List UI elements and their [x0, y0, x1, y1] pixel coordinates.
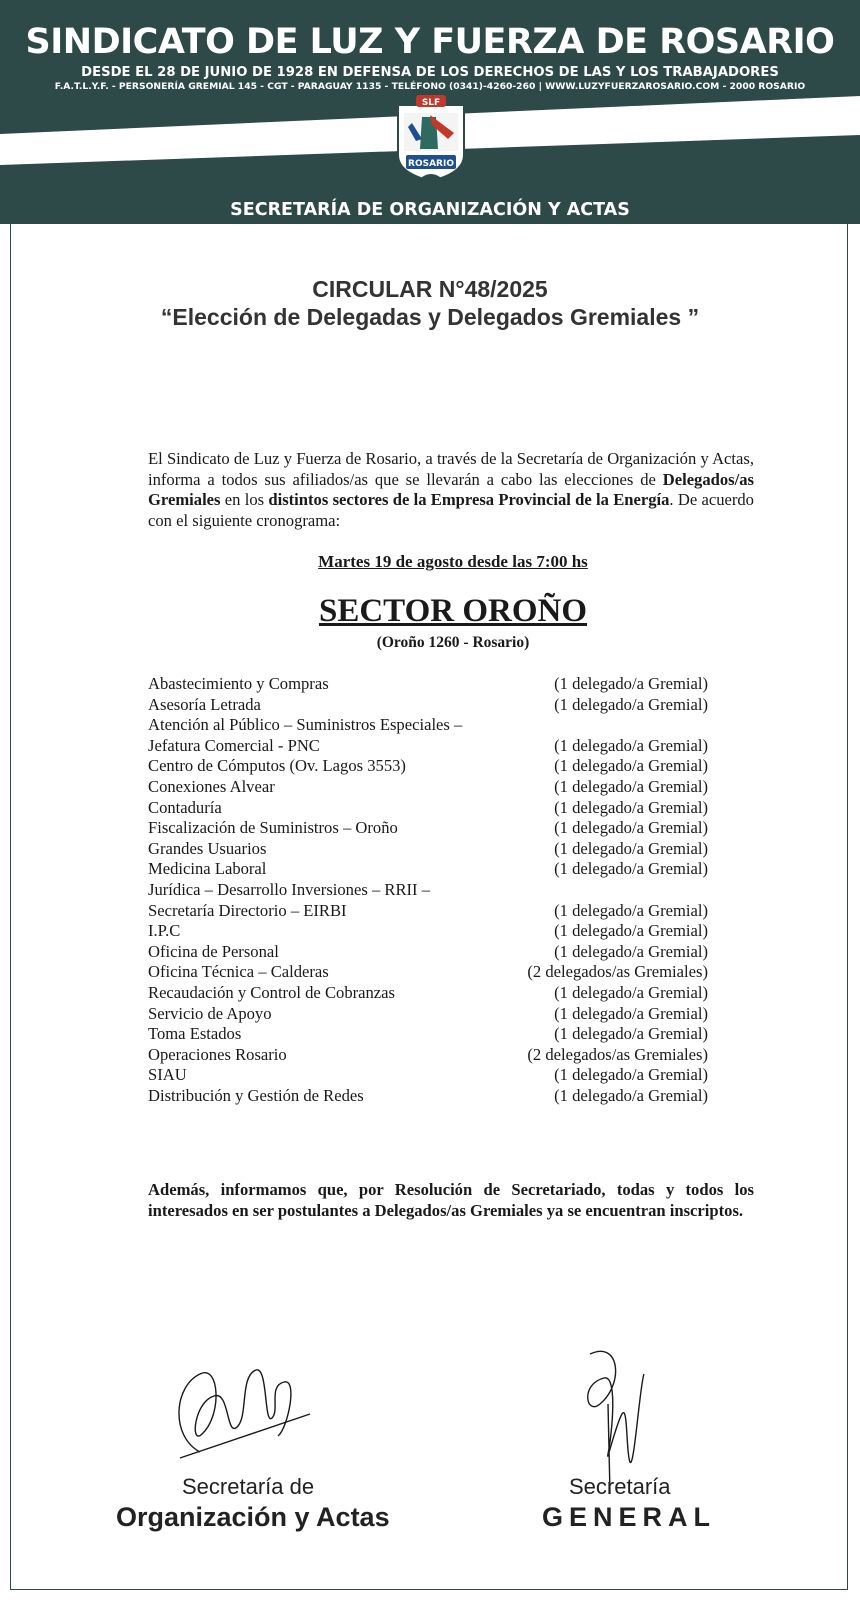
list-item-count: (1 delegado/a Gremial) [554, 900, 708, 920]
list-item [148, 777, 708, 798]
list-item-area: Medicina Laboral [148, 859, 267, 879]
intro-bold-2: distintos sectores de la Empresa Provincial de la Energía [268, 490, 670, 510]
list-item-area: Conexiones Alvear [148, 776, 275, 796]
list-item-count: (1 delegado/a Gremial) [554, 1003, 708, 1023]
secretariat-title: SECRETARÍA DE ORGANIZACIÓN Y ACTAS [230, 200, 630, 220]
list-item [148, 983, 708, 1004]
circular-number: CIRCULAR N°48/2025 [312, 276, 548, 302]
list-item-count: (1 delegado/a Gremial) [554, 859, 708, 879]
intro-paragraph [148, 449, 754, 532]
list-item-count: (1 delegado/a Gremial) [554, 776, 708, 796]
list-item [148, 1086, 708, 1107]
org-contact-line: F.A.T.L.Y.F. - PERSONERÍA GREMIAL 145 - CGT - PARAGUAY 1135 - TELÉFONO (0341)-4260-260 | WWW.LUZYFUERZAROSARIO.COM - 2000 ROSARIO [54, 81, 806, 92]
list-item [148, 756, 708, 777]
list-item-area: Jurídica – Desarrollo Inversiones – RRII – [148, 879, 431, 899]
list-item-area: Grandes Usuarios [148, 838, 267, 858]
list-item [148, 880, 708, 901]
list-item [148, 1065, 708, 1086]
list-item-count: (2 delegados/as Gremiales) [527, 1044, 708, 1064]
svg-text:SLF: SLF [421, 98, 441, 108]
union-logo [392, 93, 470, 193]
list-item-area: Contaduría [148, 797, 222, 817]
signature-left [160, 1356, 320, 1468]
list-item-count: (1 delegado/a Gremial) [554, 735, 708, 755]
election-date: Martes 19 de agosto desde las 7:00 hs [318, 552, 588, 571]
signature-left-line1: Secretaría de [182, 1474, 315, 1499]
list-item-count: (1 delegado/a Gremial) [554, 941, 708, 961]
list-item [148, 839, 708, 860]
list-item-area: Distribución y Gestión de Redes [148, 1085, 364, 1105]
list-item-area: I.P.C [148, 921, 181, 941]
intro-bold-1: Delegados/as Gremiales [148, 469, 754, 510]
list-item [148, 942, 708, 963]
list-item-area: Secretaría Directorio – EIRBI [148, 900, 347, 920]
list-item-area: Servicio de Apoyo [148, 1003, 272, 1023]
list-item-count: (1 delegado/a Gremial) [554, 797, 708, 817]
letterhead [0, 0, 860, 224]
list-item-count: (1 delegado/a Gremial) [554, 1024, 708, 1044]
list-item-area: Asesoría Letrada [148, 694, 261, 714]
list-item-area: Abastecimiento y Compras [148, 674, 329, 693]
signature-right-line2: GENERAL [542, 1502, 717, 1532]
list-item [148, 798, 708, 819]
list-item-count: (1 delegado/a Gremial) [554, 674, 708, 693]
list-item-count: (1 delegado/a Gremial) [554, 838, 708, 858]
sector-title: SECTOR OROÑO [318, 593, 588, 629]
list-item [148, 921, 708, 942]
list-item-count: (1 delegado/a Gremial) [554, 982, 708, 1002]
list-item-count: (1 delegado/a Gremial) [554, 1065, 708, 1085]
svg-text:ROSARIO: ROSARIO [408, 159, 454, 169]
list-item-count: (1 delegado/a Gremial) [554, 921, 708, 941]
list-item-count: (2 delegados/as Gremiales) [527, 962, 708, 982]
list-item [148, 1024, 708, 1045]
list-item [148, 736, 708, 757]
list-item-area: Fiscalización de Suministros – Oroño [148, 818, 398, 838]
signature-left-line2: Organización y Actas [116, 1502, 390, 1532]
intro-text-3: . De acuerdo con el siguiente cronograma: [148, 490, 754, 531]
list-item-area: Oficina de Personal [148, 941, 279, 961]
list-item [148, 715, 708, 736]
signature-right-line1: Secretaría [569, 1474, 671, 1499]
list-item [148, 962, 708, 983]
sector-address: (Oroño 1260 - Rosario) [376, 634, 530, 651]
org-tagline: DESDE EL 28 DE JUNIO DE 1928 EN DEFENSA DE LOS DERECHOS DE LAS Y LOS TRABAJADORES [81, 65, 779, 80]
list-item-area: Oficina Técnica – Calderas [148, 962, 329, 982]
list-item-count: (1 delegado/a Gremial) [554, 756, 708, 776]
org-name: SINDICATO DE LUZ Y FUERZA DE ROSARIO [25, 22, 835, 62]
list-item-count: (1 delegado/a Gremial) [554, 694, 708, 714]
list-item-count: (1 delegado/a Gremial) [554, 1085, 708, 1105]
list-item-area: Recaudación y Control de Cobranzas [148, 982, 395, 1002]
intro-text-1: El Sindicato de Luz y Fuerza de Rosario, a través de la Secretaría de Organización y Actas, informa a todos sus afiliados/as que se llevarán a cabo las elecciones de [148, 449, 754, 489]
list-item-count: (1 delegado/a Gremial) [554, 818, 708, 838]
list-item [148, 674, 708, 695]
list-item-area: Jefatura Comercial - PNC [148, 735, 320, 755]
list-item-area: Operaciones Rosario [148, 1044, 287, 1064]
list-item-area: SIAU [148, 1065, 187, 1085]
circular-subject: “Elección de Delegadas y Delegados Gremiales ” [160, 304, 700, 330]
list-item [148, 901, 708, 922]
intro-text-2: en los [220, 490, 269, 510]
list-item-area: Centro de Cómputos (Ov. Lagos 3553) [148, 756, 406, 776]
closing-note: Además, informamos que, por Resolución de Secretariado, todas y todos los interesados en ser postulantes a Delegados/as Gremiales ya se encuentran inscriptos. [148, 1180, 754, 1220]
list-item [148, 818, 708, 839]
list-item-area: Atención al Público – Suministros Especiales – [148, 715, 463, 735]
list-item [148, 1004, 708, 1025]
list-item [148, 859, 708, 880]
list-item [148, 695, 708, 716]
list-item [148, 1045, 708, 1066]
delegate-list [148, 674, 708, 1106]
list-item-area: Toma Estados [148, 1024, 242, 1044]
